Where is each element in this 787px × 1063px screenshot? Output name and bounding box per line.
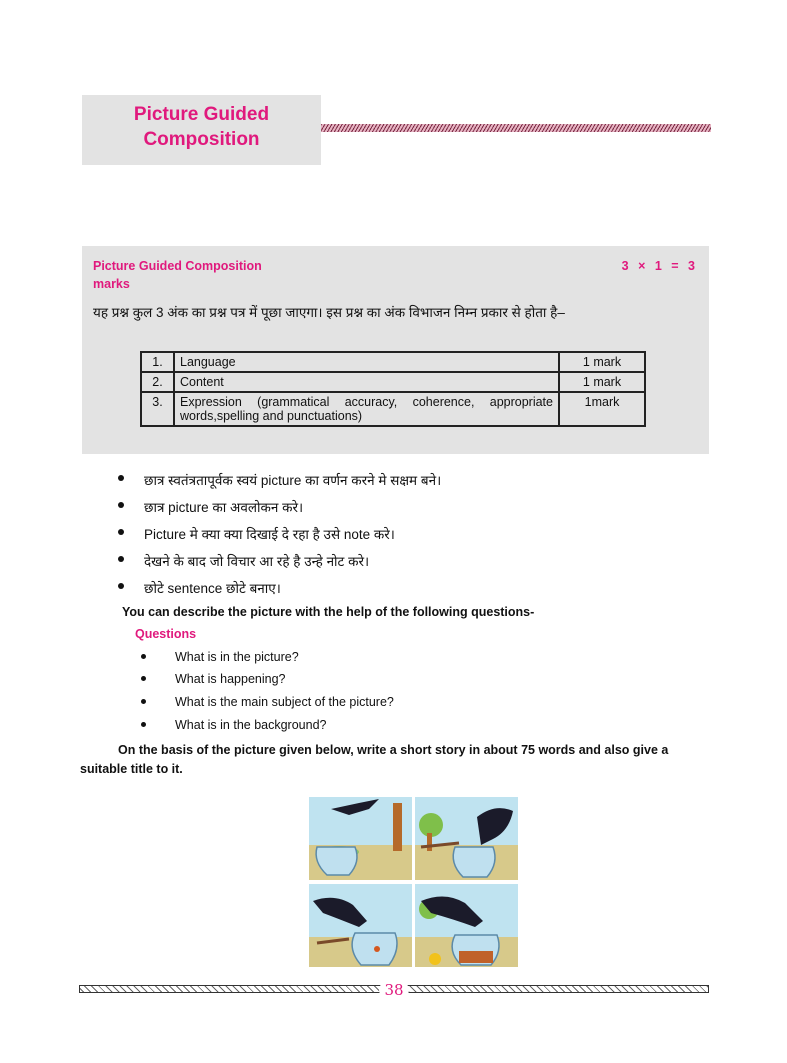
section-title-line2: Composition: [143, 129, 260, 150]
bullet-icon: [118, 529, 124, 535]
panel-1: [309, 797, 412, 880]
row-number: 2.: [141, 372, 174, 392]
table-row: [141, 392, 645, 426]
questions-heading: Questions: [135, 627, 197, 641]
bullet-icon: [141, 722, 146, 727]
section-title-box: [82, 95, 321, 165]
bullet-text: छात्र picture का अवलोकन करे।: [144, 500, 304, 515]
row-number: 1.: [141, 352, 174, 372]
bullet-text: Picture मे क्या क्या दिखाई दे रहा है उसे note करे।: [144, 527, 395, 542]
row-number: 3.: [141, 392, 174, 426]
panel-3: [309, 884, 412, 967]
bullet-icon: [118, 583, 124, 589]
bullet-icon: [141, 699, 146, 704]
panel-2: [415, 797, 518, 880]
task-instruction: On the basis of the picture given below, write a short story in about 75 words and also give a suitable title to it.: [80, 743, 669, 776]
scheme-score: 3 × 1 = 3: [621, 259, 695, 273]
question-text: What is happening?: [175, 672, 286, 686]
row-item: Language: [174, 352, 559, 372]
question-text: What is the main subject of the picture?: [175, 695, 394, 709]
row-marks: 1mark: [559, 392, 645, 426]
question-text: What is in the background?: [175, 718, 327, 732]
table-row: [141, 372, 645, 392]
bullet-text: छोटे sentence छोटे बनाए।: [144, 581, 281, 596]
marks-table: [140, 351, 646, 427]
bullet-icon: [118, 502, 124, 508]
crow-pitcher-picture: [309, 797, 518, 967]
questions-lead: You can describe the picture with the help of the following questions-: [122, 605, 535, 619]
panel-4: [415, 884, 518, 967]
title-decorative-rule: [321, 124, 711, 132]
bullet-icon: [118, 556, 124, 562]
bullet-icon: [118, 475, 124, 481]
scheme-title: Picture Guided Composition: [93, 259, 262, 273]
bullet-icon: [141, 654, 146, 659]
bullet-text: देखने के बाद जो विचार आ रहे है उन्हे नोट करे।: [144, 554, 370, 569]
table-row: [141, 352, 645, 372]
scheme-marks-word: marks: [93, 277, 130, 291]
section-title-line1: Picture Guided: [133, 104, 270, 125]
question-text: What is in the picture?: [175, 650, 299, 664]
bullet-text: छात्र स्वतंत्रतापूर्वक स्वयं picture का वर्णन करने मे सक्षम बने।: [144, 473, 442, 488]
bullet-icon: [141, 676, 146, 681]
scheme-hindi-description: यह प्रश्न कुल 3 अंक का प्रश्न पत्र में पूछा जाएगा। इस प्रश्न का अंक विभाजन निम्न प्रकार से होता है–: [93, 305, 565, 320]
row-marks: 1 mark: [559, 372, 645, 392]
marking-scheme-box: [82, 246, 709, 454]
row-item: Content: [174, 372, 559, 392]
page-number: 38: [379, 979, 409, 1001]
row-item: Expression (grammatical accuracy, coherence, appropriate words,spelling and punctuations): [174, 392, 559, 426]
row-marks: 1 mark: [559, 352, 645, 372]
